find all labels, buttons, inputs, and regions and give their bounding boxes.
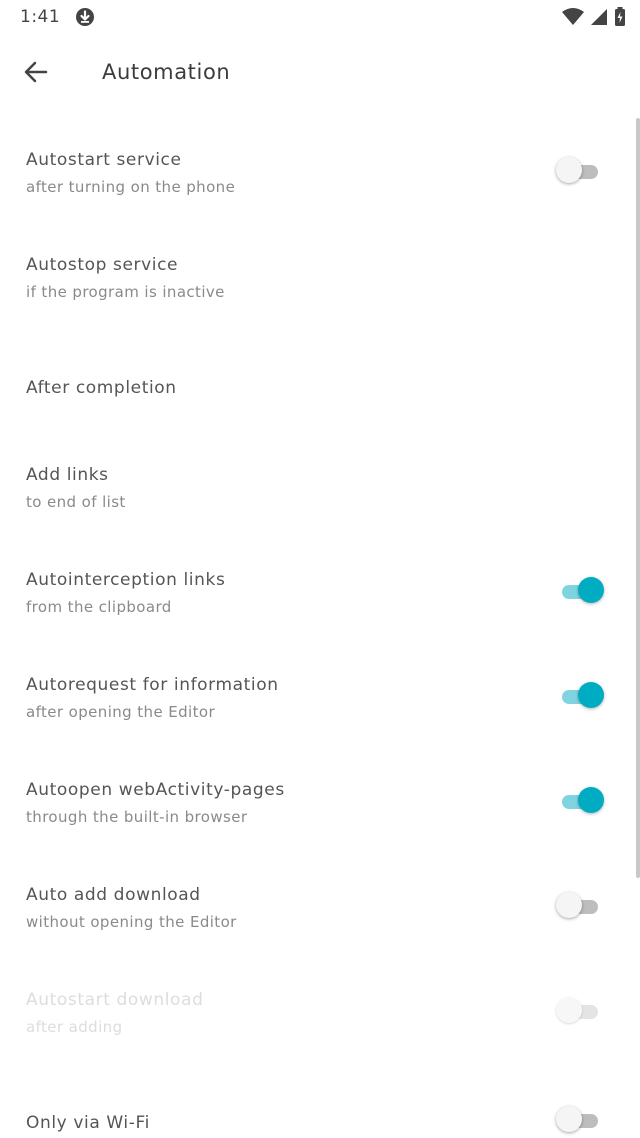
autointerception-links-switch[interactable] [556, 577, 604, 605]
setting-autointerception-links[interactable] [0, 538, 640, 643]
battery-icon [614, 6, 626, 25]
setting-title: Auto add download [26, 885, 201, 905]
status-time: 1:41 [20, 7, 61, 27]
setting-title: Autostop service [26, 255, 179, 275]
autostart-download-switch [556, 997, 604, 1025]
setting-summary: after opening the Editor [26, 703, 216, 721]
cell-signal-icon [589, 6, 614, 25]
setting-auto-add-download[interactable] [0, 853, 640, 958]
status-bar [0, 0, 640, 36]
setting-summary: without opening the Editor [26, 913, 237, 931]
scrollbar[interactable] [636, 118, 640, 878]
setting-autostart-service[interactable] [0, 118, 640, 223]
download-icon [74, 6, 96, 28]
setting-title: Autointerception links [26, 570, 226, 590]
setting-title: Autorequest for information [26, 675, 279, 695]
setting-title: Add links [26, 465, 109, 485]
settings-list [0, 118, 640, 1133]
setting-title: Autostart download [26, 990, 204, 1010]
auto-add-download-switch[interactable] [556, 892, 604, 920]
setting-summary: if the program is inactive [26, 283, 225, 301]
setting-only-via-wifi[interactable] [0, 1063, 640, 1133]
page-title: Automation [102, 60, 231, 84]
autostart-service-switch[interactable] [556, 157, 604, 185]
setting-title: Autostart service [26, 150, 182, 170]
setting-summary: from the clipboard [26, 598, 172, 616]
setting-summary: through the built-in browser [26, 808, 248, 826]
back-button[interactable] [20, 56, 60, 92]
setting-autostart-download [0, 958, 640, 1063]
setting-title: Autoopen webActivity-pages [26, 780, 285, 800]
setting-title: After completion [26, 378, 177, 398]
app-bar [0, 36, 640, 112]
status-icons [562, 6, 626, 28]
setting-autorequest-information[interactable] [0, 643, 640, 748]
wifi-icon [562, 6, 589, 25]
setting-autoopen-webactivity[interactable] [0, 748, 640, 853]
setting-add-links[interactable] [0, 433, 640, 538]
arrow-left-icon [20, 73, 52, 92]
setting-summary: to end of list [26, 493, 126, 511]
setting-summary: after turning on the phone [26, 178, 236, 196]
autoopen-webactivity-switch[interactable] [556, 787, 604, 815]
autorequest-information-switch[interactable] [556, 682, 604, 710]
setting-autostop-service[interactable] [0, 223, 640, 328]
setting-after-completion[interactable] [0, 328, 640, 433]
only-via-wifi-switch[interactable] [556, 1106, 604, 1134]
setting-title: Only via Wi-Fi [26, 1113, 150, 1133]
setting-summary: after adding [26, 1018, 123, 1036]
